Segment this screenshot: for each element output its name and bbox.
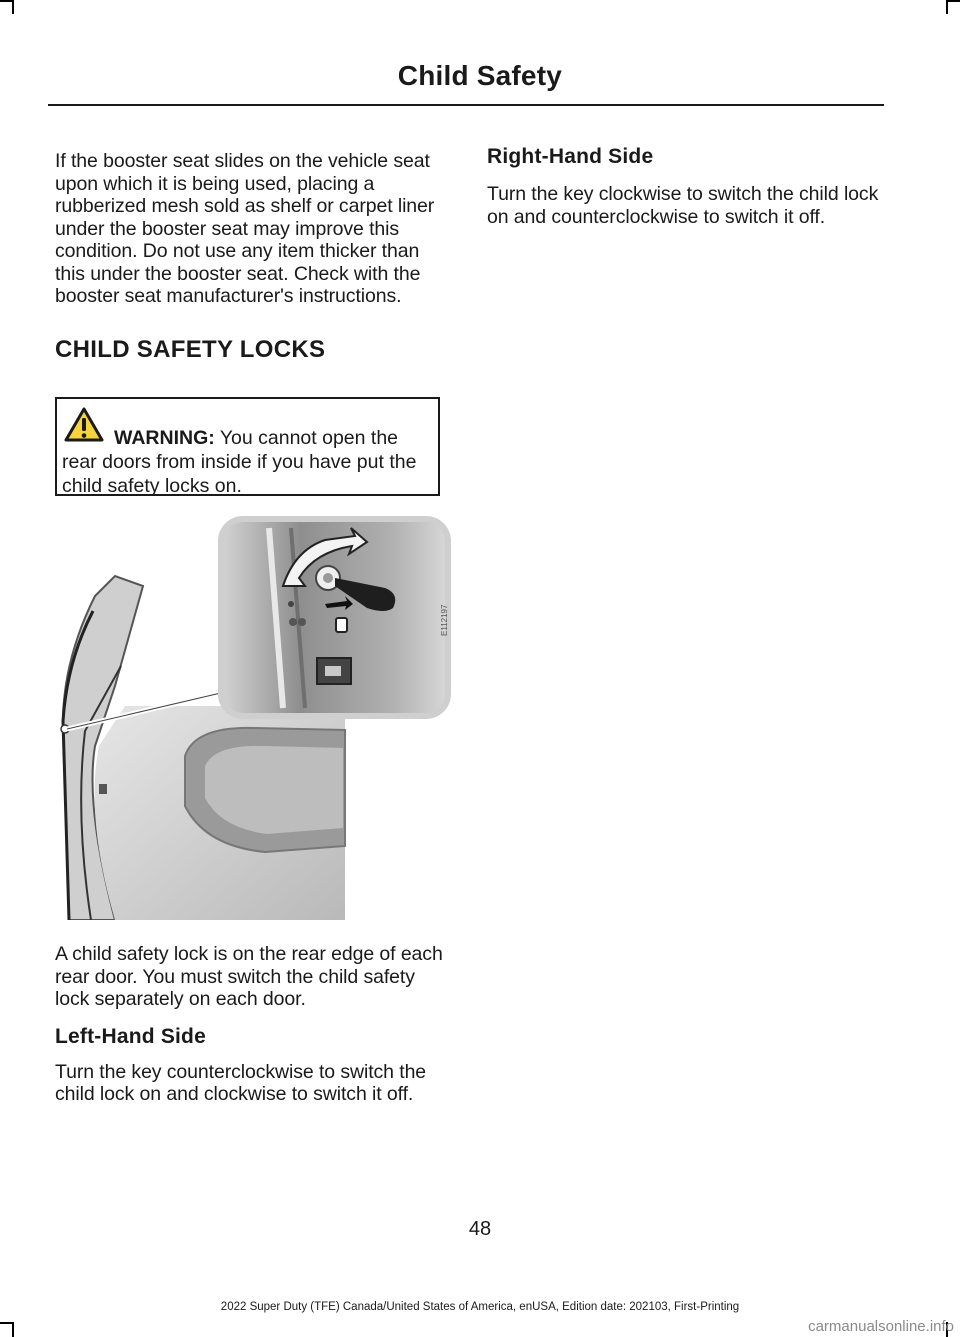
lhs-paragraph: Turn the key counterclockwise to switch the child lock on and clockwise to switch it off. [55, 1060, 427, 1105]
lock-symbol [336, 618, 347, 632]
rhs-heading: Right-Hand Side [487, 145, 654, 168]
crop-mark [0, 1322, 12, 1324]
page-title: Child Safety [397, 60, 562, 91]
intro-paragraph: If the booster seat slides on the vehicle seat upon which it is being used, placing a rubberized mesh sold as shelf or carpet liner under the booster seat may improve this condition. Do not use any item thicker than this under the booster seat. Check with the booster seat manufacturer's instructions. [55, 150, 435, 307]
crop-mark [946, 0, 960, 2]
warning-box [55, 397, 440, 496]
figure-code: E112197 [440, 604, 449, 636]
door-latch [99, 784, 107, 794]
child-lock-illustration [55, 516, 451, 920]
lock-cylinder-core [323, 573, 333, 583]
left-column-lower [55, 943, 450, 1106]
right-column [487, 145, 887, 228]
section-heading: CHILD SAFETY LOCKS [55, 335, 326, 363]
warning-text [62, 399, 434, 498]
warning-body: You cannot open the rear doors from inside if you have put the child safety locks on. [62, 427, 417, 497]
watermark: carmanualsonline.info [808, 1318, 954, 1335]
edition-footer: 2022 Super Duty (TFE) Canada/United States of America, enUSA, Edition date: 202103, First-Printing [220, 1301, 740, 1313]
striker-opening [325, 666, 341, 676]
crop-mark [0, 0, 12, 2]
rhs-paragraph: Turn the key clockwise to switch the child lock on and counterclockwise to switch it off. [487, 183, 879, 228]
page-number: 48 [468, 1218, 492, 1240]
crop-mark [12, 1322, 14, 1337]
left-column [55, 150, 450, 364]
crop-mark [946, 0, 948, 14]
header-divider [48, 104, 884, 106]
warning-triangle-icon [64, 407, 104, 443]
hole [298, 618, 306, 626]
warning-label: WARNING: [114, 427, 215, 449]
crop-mark [12, 0, 14, 14]
hole [289, 618, 297, 626]
lhs-heading: Left-Hand Side [55, 1024, 206, 1048]
hole [288, 601, 294, 607]
after-figure-paragraph: A child safety lock is on the rear edge of each rear door. You must switch the child safety lock separately on each door. [55, 943, 443, 1010]
